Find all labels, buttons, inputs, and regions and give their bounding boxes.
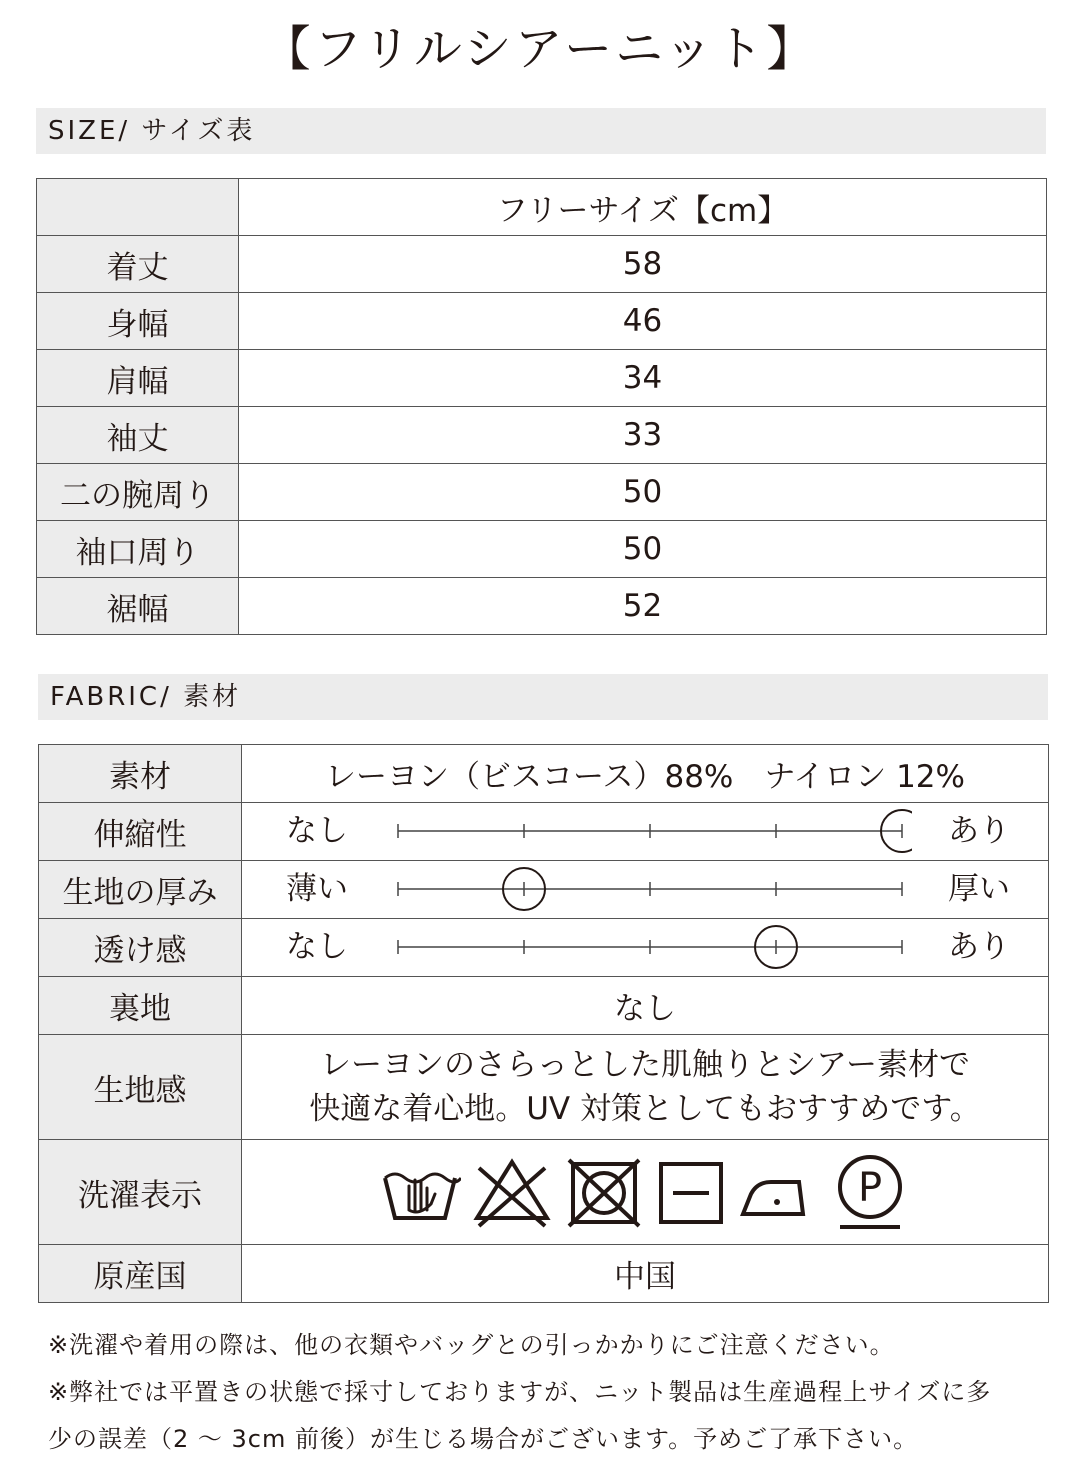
stretch-scale	[242, 803, 1048, 860]
material-value: レーヨン（ビスコース）88% ナイロン 12%	[242, 745, 1049, 803]
thickness-label: 生地の厚み	[39, 861, 242, 919]
size-table-header-row	[37, 179, 1047, 236]
sheerness-label: 透け感	[39, 919, 242, 977]
table-row	[37, 464, 1047, 521]
fabric-section-heading: FABRIC/ 素材	[38, 674, 1048, 720]
flat-dry-icon	[655, 1156, 727, 1228]
table-row	[37, 578, 1047, 635]
stretch-scale-graphic	[392, 803, 912, 860]
texture-line-1: レーヨンのさらっとした肌触りとシアー素材で	[319, 1047, 971, 1083]
table-row	[39, 1245, 1049, 1303]
no-bleach-icon	[471, 1156, 553, 1228]
origin-value: 中国	[242, 1245, 1049, 1303]
size-row-value: 34	[239, 350, 1047, 407]
sheerness-scale	[242, 919, 1048, 976]
page-title: 【フリルシアーニット】	[262, 21, 818, 77]
note-line: 少の誤差（2 〜 3cm 前後）が生じる場合がございます。予めご了承下さい。	[48, 1425, 919, 1453]
table-row	[37, 350, 1047, 407]
notes	[48, 1322, 1048, 1463]
note-line: ※洗濯や着用の際は、他の衣類やバッグとの引っかかりにご注意ください。	[48, 1331, 895, 1359]
thickness-low-label: 薄い	[286, 871, 348, 907]
sheerness-high-label: あり	[948, 929, 1010, 965]
size-row-label: 着丈	[37, 236, 239, 293]
table-row	[37, 521, 1047, 578]
stretch-high-label: あり	[948, 813, 1010, 849]
size-row-value: 33	[239, 407, 1047, 464]
table-row	[37, 236, 1047, 293]
care-label: 洗濯表示	[39, 1140, 242, 1245]
texture-value	[242, 1035, 1049, 1140]
dry-clean-p-icon	[829, 1151, 911, 1233]
size-row-label: 袖丈	[37, 407, 239, 464]
thickness-scale-graphic	[392, 861, 912, 918]
size-row-label: 身幅	[37, 293, 239, 350]
size-section-heading: SIZE/ サイズ表	[36, 108, 1046, 154]
sheerness-low-label: なし	[286, 929, 348, 965]
table-row	[39, 803, 1049, 861]
lining-label: 裏地	[39, 977, 242, 1035]
no-tumble-dry-icon	[563, 1156, 645, 1228]
table-row	[39, 1035, 1049, 1140]
size-table-corner	[37, 179, 239, 236]
stretch-label: 伸縮性	[39, 803, 242, 861]
size-row-value: 50	[239, 464, 1047, 521]
note-line: ※弊社では平置きの状態で採寸しておりますが、ニット製品は生産過程上サイズに多	[48, 1378, 992, 1406]
thickness-scale	[242, 861, 1048, 918]
table-row	[39, 977, 1049, 1035]
size-row-value: 52	[239, 578, 1047, 635]
table-row	[37, 293, 1047, 350]
table-row	[39, 745, 1049, 803]
stretch-low-label: なし	[286, 813, 348, 849]
sheerness-scale-graphic	[392, 919, 912, 976]
table-row	[39, 919, 1049, 977]
size-column-header: フリーサイズ【cm】	[239, 179, 1047, 236]
origin-label: 原産国	[39, 1245, 242, 1303]
size-row-label: 肩幅	[37, 350, 239, 407]
dry-clean-letter: P	[857, 1165, 883, 1211]
size-row-value: 46	[239, 293, 1047, 350]
material-label: 素材	[39, 745, 242, 803]
table-row	[39, 861, 1049, 919]
size-row-value: 58	[239, 236, 1047, 293]
texture-line-2: 快適な着心地。UV 対策としてもおすすめです。	[309, 1091, 981, 1127]
lining-value: なし	[242, 977, 1049, 1035]
texture-label: 生地感	[39, 1035, 242, 1140]
iron-low-icon	[737, 1156, 819, 1228]
size-table	[36, 178, 1047, 635]
size-row-value: 50	[239, 521, 1047, 578]
care-symbols	[242, 1140, 1048, 1244]
size-row-label: 裾幅	[37, 578, 239, 635]
thickness-high-label: 厚い	[948, 871, 1010, 907]
fabric-table	[38, 744, 1049, 1303]
table-row	[37, 407, 1047, 464]
size-row-label: 袖口周り	[37, 521, 239, 578]
size-row-label: 二の腕周り	[37, 464, 239, 521]
table-row	[39, 1140, 1049, 1245]
hand-wash-icon	[379, 1156, 461, 1228]
